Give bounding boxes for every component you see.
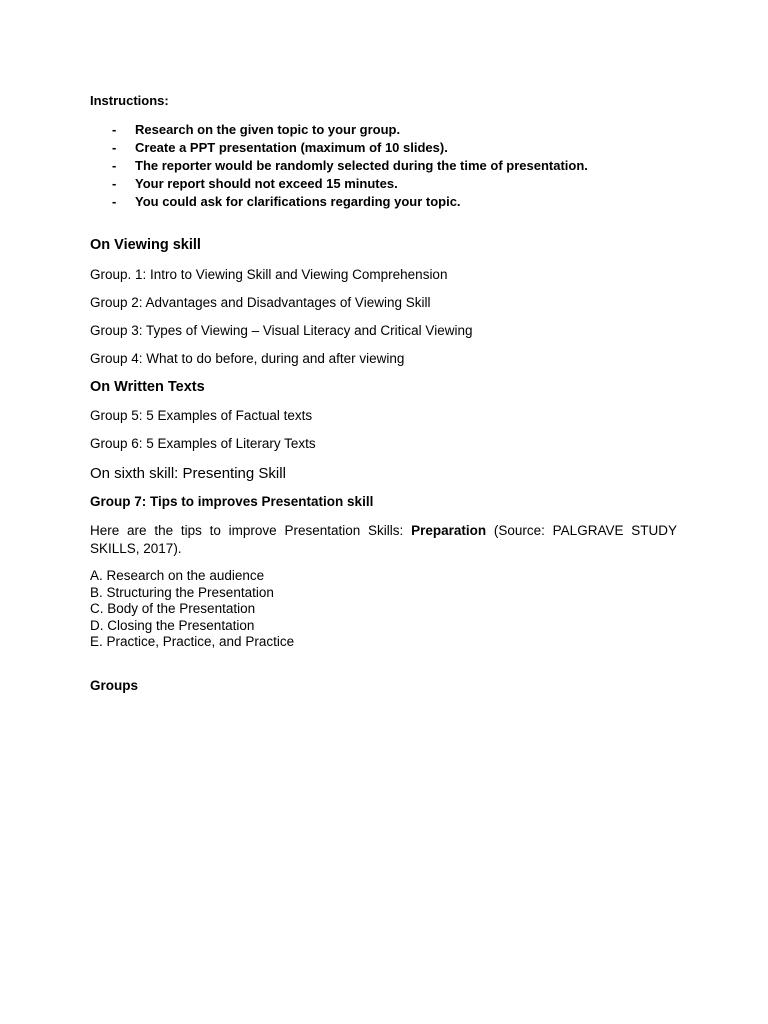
group-4-topic: Group 4: What to do before, during and after viewing bbox=[90, 351, 405, 366]
tips-paragraph-emphasis: Preparation bbox=[411, 523, 487, 538]
group-2-topic: Group 2: Advantages and Disadvantages of Viewing Skill bbox=[90, 295, 431, 310]
sixth-skill-heading: On sixth skill: Presenting Skill bbox=[90, 465, 286, 482]
viewing-skill-heading: On Viewing skill bbox=[90, 237, 201, 253]
instructions-heading: Instructions: bbox=[90, 93, 169, 108]
tips-paragraph-intro: Here are the tips to improve Presentation Skills: bbox=[90, 523, 412, 538]
group-6-topic: Group 6: 5 Examples of Literary Texts bbox=[90, 436, 316, 451]
tips-paragraph-source: (Source: PALGRAVE STUDY SKILLS, 2017). bbox=[90, 523, 677, 556]
instruction-text: The reporter would be randomly selected during the time of presentation. bbox=[135, 158, 588, 173]
instruction-text: Research on the given topic to your group. bbox=[135, 122, 401, 137]
dash-bullet: - bbox=[112, 140, 117, 155]
group-3-topic: Group 3: Types of Viewing – Visual Literacy and Critical Viewing bbox=[90, 323, 473, 338]
list-item: E. Practice, Practice, and Practice bbox=[90, 634, 295, 650]
tips-paragraph bbox=[90, 522, 677, 558]
group-1-topic: Group. 1: Intro to Viewing Skill and Viewing Comprehension bbox=[90, 267, 448, 282]
list-item: D. Closing the Presentation bbox=[90, 617, 255, 633]
dash-bullet: - bbox=[112, 122, 117, 137]
list-item: C. Body of the Presentation bbox=[90, 601, 256, 617]
presentation-tips-list bbox=[90, 568, 294, 651]
dash-bullet: - bbox=[112, 194, 117, 209]
group-7-heading: Group 7: Tips to improves Presentation skill bbox=[90, 494, 374, 509]
instruction-text: Your report should not exceed 15 minutes. bbox=[135, 176, 398, 191]
dash-bullet: - bbox=[112, 176, 117, 191]
groups-heading: Groups bbox=[90, 678, 139, 693]
list-item: A. Research on the audience bbox=[90, 568, 265, 583]
instruction-text: You could ask for clarifications regarding your topic. bbox=[135, 194, 461, 209]
group-5-topic: Group 5: 5 Examples of Factual texts bbox=[90, 408, 313, 423]
dash-bullet: - bbox=[112, 158, 117, 173]
instruction-text: Create a PPT presentation (maximum of 10 slides). bbox=[135, 140, 448, 155]
list-item: B. Structuring the Presentation bbox=[90, 584, 274, 600]
written-texts-heading: On Written Texts bbox=[90, 379, 205, 395]
